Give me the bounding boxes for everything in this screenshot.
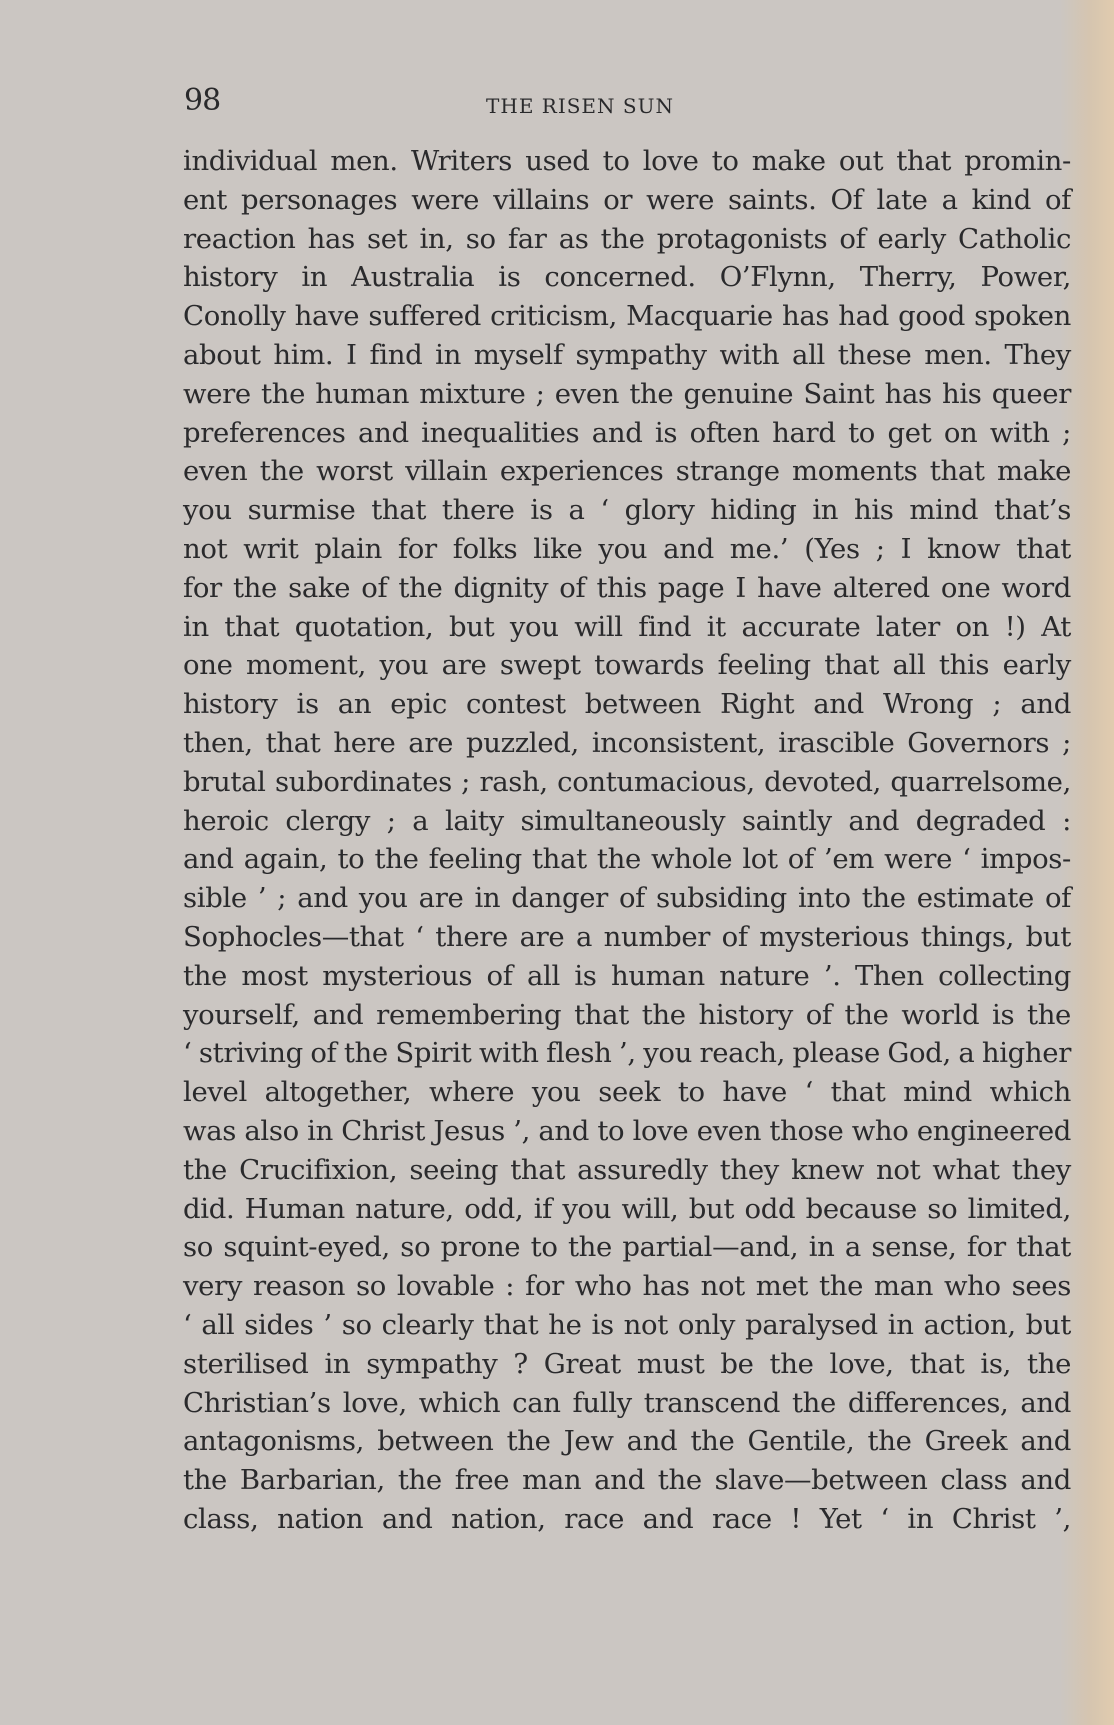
text-line: the Crucifixion, seeing that assuredly they knew not what they bbox=[183, 1153, 1071, 1186]
text-line: so squint-eyed, so prone to the partial—and, in a sense, for that bbox=[183, 1231, 1071, 1264]
page-number: 98 bbox=[184, 83, 221, 118]
text-line: for the sake of the dignity of this page I have altered one word bbox=[183, 571, 1071, 604]
text-line: did. Human nature, odd, if you will, but odd because so limited, bbox=[183, 1192, 1071, 1225]
text-line: brutal subordinates ; rash, contumacious, devoted, quarrelsome, bbox=[183, 765, 1071, 798]
body-text bbox=[183, 142, 1071, 1539]
text-line: then, that here are puzzled, inconsistent, irascible Governors ; bbox=[183, 726, 1071, 759]
text-line: were the human mixture ; even the genuine Saint has his queer bbox=[183, 377, 1071, 410]
text-line: sible ’ ; and you are in danger of subsiding into the estimate of bbox=[183, 882, 1071, 915]
text-line: Conolly have suffered criticism, Macquarie has had good spoken bbox=[183, 300, 1071, 333]
text-line: history is an epic contest between Right and Wrong ; and bbox=[183, 688, 1071, 721]
text-line: reaction has set in, so far as the protagonists of early Catholic bbox=[183, 222, 1071, 255]
text-line: history in Australia is concerned. O’Flynn, Therry, Power, bbox=[183, 261, 1071, 294]
text-line: one moment, you are swept towards feeling that all this early bbox=[183, 649, 1071, 682]
text-line: not writ plain for folks like you and me.’ (Yes ; I know that bbox=[183, 532, 1071, 565]
text-line: yourself, and remembering that the history of the world is the bbox=[183, 998, 1071, 1031]
text-line: and again, to the feeling that the whole lot of ’em were ‘ impos- bbox=[183, 843, 1071, 876]
text-line: Christian’s love, which can fully transcend the differences, and bbox=[183, 1386, 1071, 1419]
text-line: ‘ all sides ’ so clearly that he is not only paralysed in action, but bbox=[183, 1308, 1071, 1341]
text-line: Sophocles—that ‘ there are a number of mysterious things, but bbox=[183, 920, 1071, 953]
text-line: ‘ striving of the Spirit with flesh ’, you reach, please God, a higher bbox=[183, 1037, 1071, 1070]
text-line: class, nation and nation, race and race ! Yet ‘ in Christ ’, bbox=[183, 1502, 1071, 1535]
text-line: level altogether, where you seek to have ‘ that mind which bbox=[183, 1076, 1071, 1109]
text-line: you surmise that there is a ‘ glory hiding in his mind that’s bbox=[183, 494, 1071, 527]
text-line: sterilised in sympathy ? Great must be the love, that is, the bbox=[183, 1347, 1071, 1380]
text-line: preferences and inequalities and is often hard to get on with ; bbox=[183, 416, 1071, 449]
running-title: THE RISEN SUN bbox=[486, 94, 674, 118]
text-line: the most mysterious of all is human nature ’. Then collecting bbox=[183, 959, 1071, 992]
text-line: in that quotation, but you will find it accurate later on !) At bbox=[183, 610, 1071, 643]
text-line: about him. I find in myself sympathy with all these men. They bbox=[183, 338, 1071, 371]
text-line: the Barbarian, the free man and the slave—between class and bbox=[183, 1464, 1071, 1497]
text-line: individual men. Writers used to love to make out that promin- bbox=[183, 145, 1071, 177]
text-line: antagonisms, between the Jew and the Gentile, the Greek and bbox=[183, 1425, 1071, 1458]
text-line: was also in Christ Jesus ’, and to love even those who engineered bbox=[183, 1114, 1071, 1147]
text-line: very reason so lovable : for who has not met the man who sees bbox=[183, 1270, 1071, 1303]
text-line: even the worst villain experiences strange moments that make bbox=[183, 455, 1071, 488]
text-line: ent personages were villains or were saints. Of late a kind of bbox=[183, 183, 1071, 216]
text-line: heroic clergy ; a laity simultaneously saintly and degraded : bbox=[183, 804, 1071, 837]
